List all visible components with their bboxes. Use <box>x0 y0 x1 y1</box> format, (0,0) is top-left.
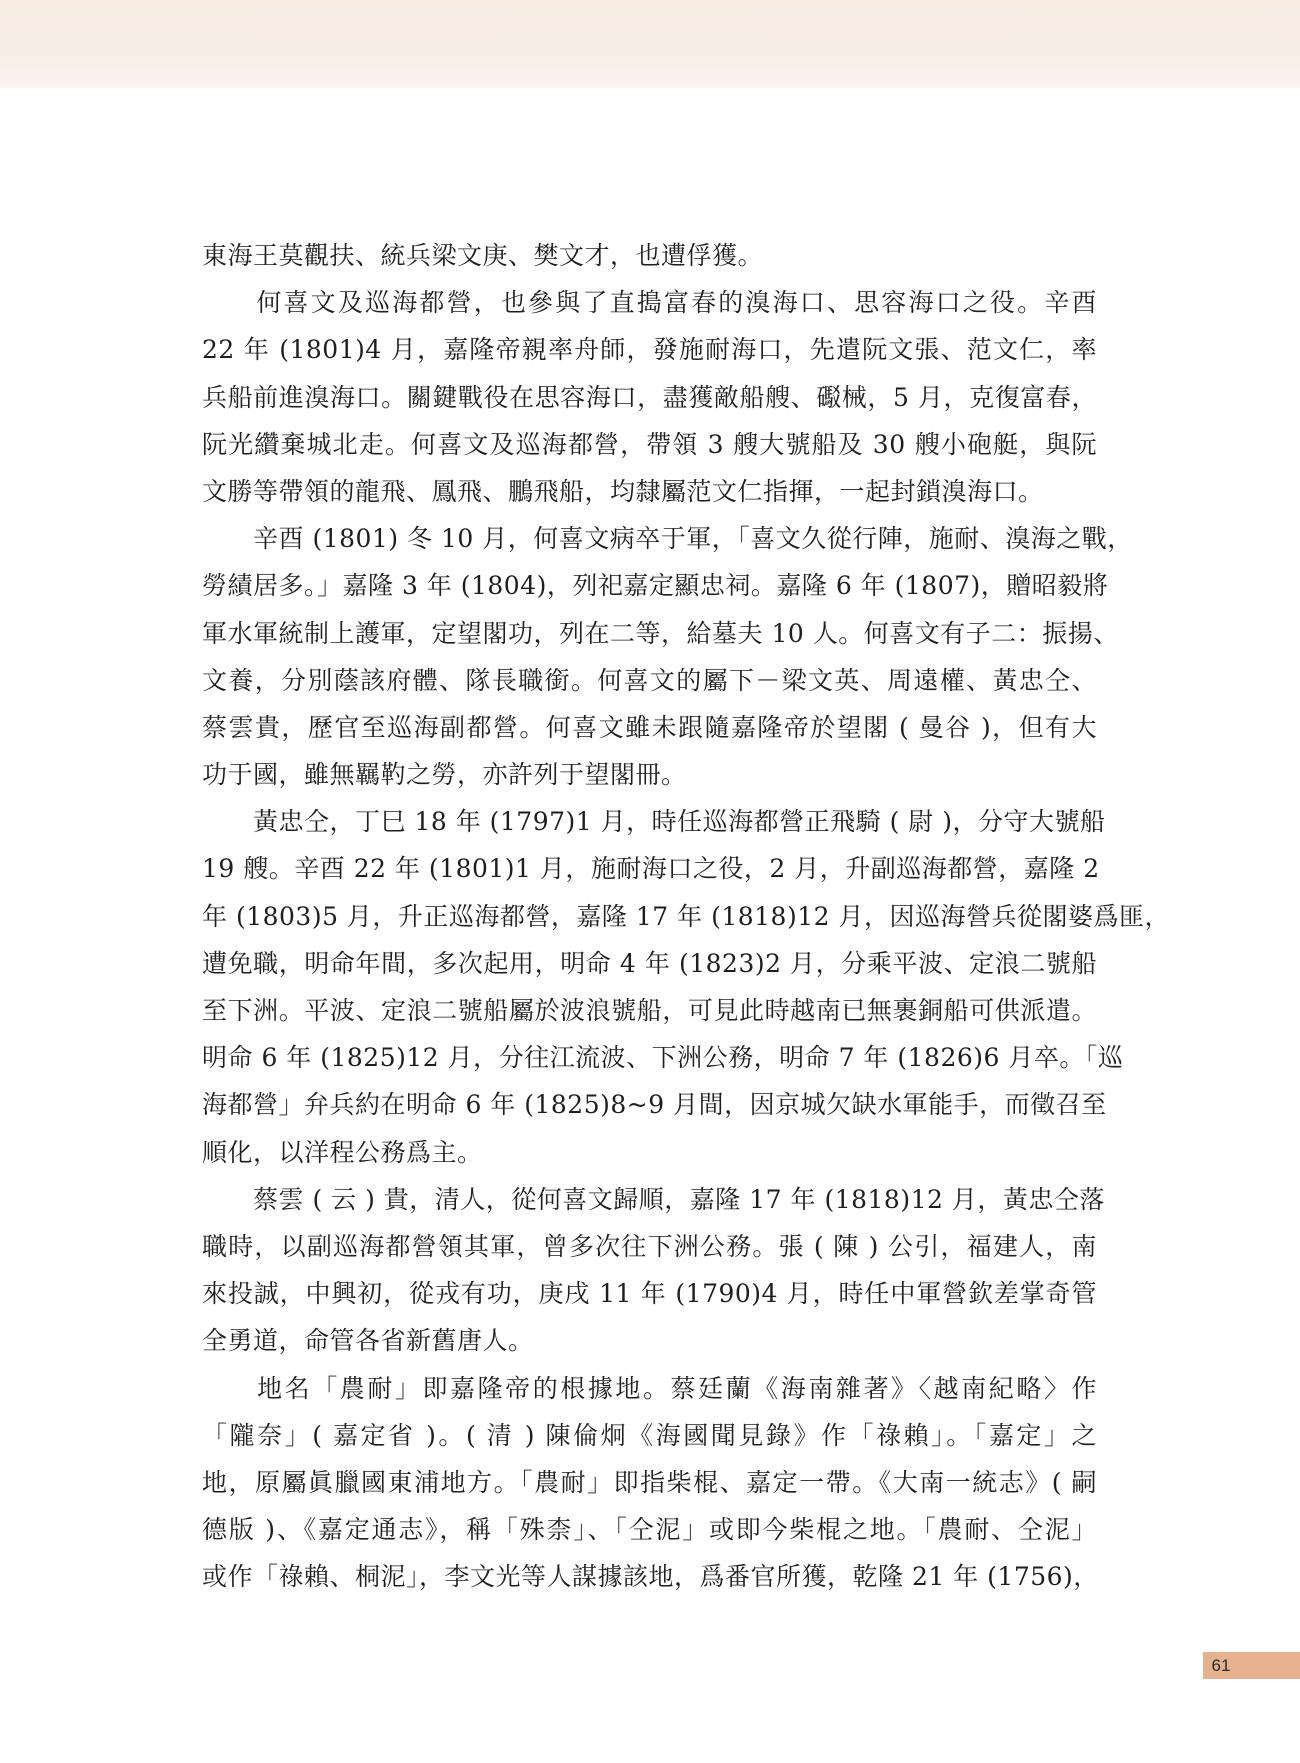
text-line: 地名「農耐」即嘉隆帝的根據地。蔡廷蘭《海南雜著》〈越南紀略〉作 <box>202 1373 1097 1403</box>
text-line: 地，原屬眞臘國東浦地方。「農耐」即指柴棍、嘉定一帶。《大南一統志》( 嗣 <box>202 1467 1097 1497</box>
text-line: 辛酉 (1801) 冬 10 月，何喜文病卒于軍，「喜文久從行陣，施耐、溴海之戰， <box>202 524 1133 554</box>
text-line: 軍水軍統制上護軍，定望閣功，列在二等，給墓夫 10 人。何喜文有子二：振揚、 <box>202 618 1119 648</box>
text-line: 阮光纘棄城北走。何喜文及巡海都營，帶領 3 艘大號船及 30 艘小砲艇，與阮 <box>202 429 1097 459</box>
text-line: 職時，以副巡海都營領其軍，曾多次往下洲公務。張 ( 陳 ) 公引，福建人，南 <box>202 1231 1097 1261</box>
text-line: 22 年 (1801)4 月，嘉隆帝親率舟師，發施耐海口，先遣阮文張、范文仁，率 <box>202 335 1097 365</box>
text-line: 順化，以洋程公務爲主。 <box>202 1137 483 1167</box>
text-line: 全勇道，命管各省新舊唐人。 <box>202 1326 534 1356</box>
text-line: 東海王莫觀扶、統兵梁文庚、樊文才，也遭俘獲。 <box>202 241 764 270</box>
text-line: 至下洲。平波、定浪二號船屬於波浪號船，可見此時越南已無裹銅船可供派遣。 <box>202 996 1097 1025</box>
text-line: 蔡雲貴，歷官至巡海副都營。何喜文雖未跟隨嘉隆帝於望閣 ( 曼谷 )，但有大 <box>202 712 1097 742</box>
text-line: 年 (1803)5 月，升正巡海都營，嘉隆 17 年 (1818)12 月，因巡海營兵從閣婆爲匪， <box>202 901 1170 931</box>
text-line: 功于國，雖無羈靮之勞，亦許列于望閣冊。 <box>202 760 687 790</box>
page-number: 61 <box>1211 1656 1231 1675</box>
text-line: 兵船前進溴海口。關鍵戰役在思容海口，盡獲敵船艘、礟械，5 月，克復富春， <box>202 382 1097 412</box>
text-line: 海都營」弁兵約在明命 6 年 (1825)8~9 月間，因京城欠缺水軍能手，而徵召至 <box>202 1090 1107 1120</box>
text-line: 勞績居多。」嘉隆 3 年 (1804)，列祀嘉定顯忠祠。嘉隆 6 年 (1807)，贈昭毅將 <box>202 571 1109 601</box>
text-line: 明命 6 年 (1825)12 月，分往江流波、下洲公務，明命 7 年 (1826)6 月卒。「巡 <box>202 1043 1124 1073</box>
text-line: 「隴奈」( 嘉定省 )。( 清 ) 陳倫炯《海國聞見錄》作「祿賴」。「嘉定」之 <box>202 1420 1097 1450</box>
text-line: 遭免職，明命年間，多次起用，明命 4 年 (1823)2 月，分乘平波、定浪二號船 <box>202 948 1097 978</box>
text-line: 或作「祿賴、桐泥」，李文光等人謀據該地，爲番官所獲，乾隆 21 年 (1756)， <box>202 1562 1099 1592</box>
text-line: 文勝等帶領的龍飛、鳳飛、鵬飛船，均隸屬范文仁指揮，一起封鎖溴海口。 <box>202 476 1044 506</box>
text-line: 何喜文及巡海都營，也參與了直搗富春的溴海口、思容海口之役。辛酉 <box>202 288 1097 318</box>
text-line: 德版 )、《嘉定通志》，稱「殊柰」、「仝泥」或即今柴棍之地。「農耐、仝泥」 <box>202 1515 1097 1545</box>
text-line: 19 艘。辛酉 22 年 (1801)1 月，施耐海口之役，2 月，升副巡海都營，嘉隆 2 <box>202 854 1100 884</box>
text-line: 黃忠仝，丁巳 18 年 (1797)1 月，時任巡海都營正飛騎 ( 尉 )，分守大號船 <box>202 807 1106 837</box>
text-line: 文養，分別蔭該府體、隊長職銜。何喜文的屬下－梁文英、周遠權、黃忠仝、 <box>202 665 1097 695</box>
header-band <box>0 0 1300 88</box>
text-line: 來投誠，中興初，從戎有功，庚戌 11 年 (1790)4 月，時任中軍營欽差掌奇管 <box>202 1279 1097 1309</box>
body-text <box>202 232 1170 1600</box>
text-line: 蔡雲 ( 云 ) 貴，清人，從何喜文歸順，嘉隆 17 年 (1818)12 月，黃忠仝落 <box>202 1184 1105 1214</box>
